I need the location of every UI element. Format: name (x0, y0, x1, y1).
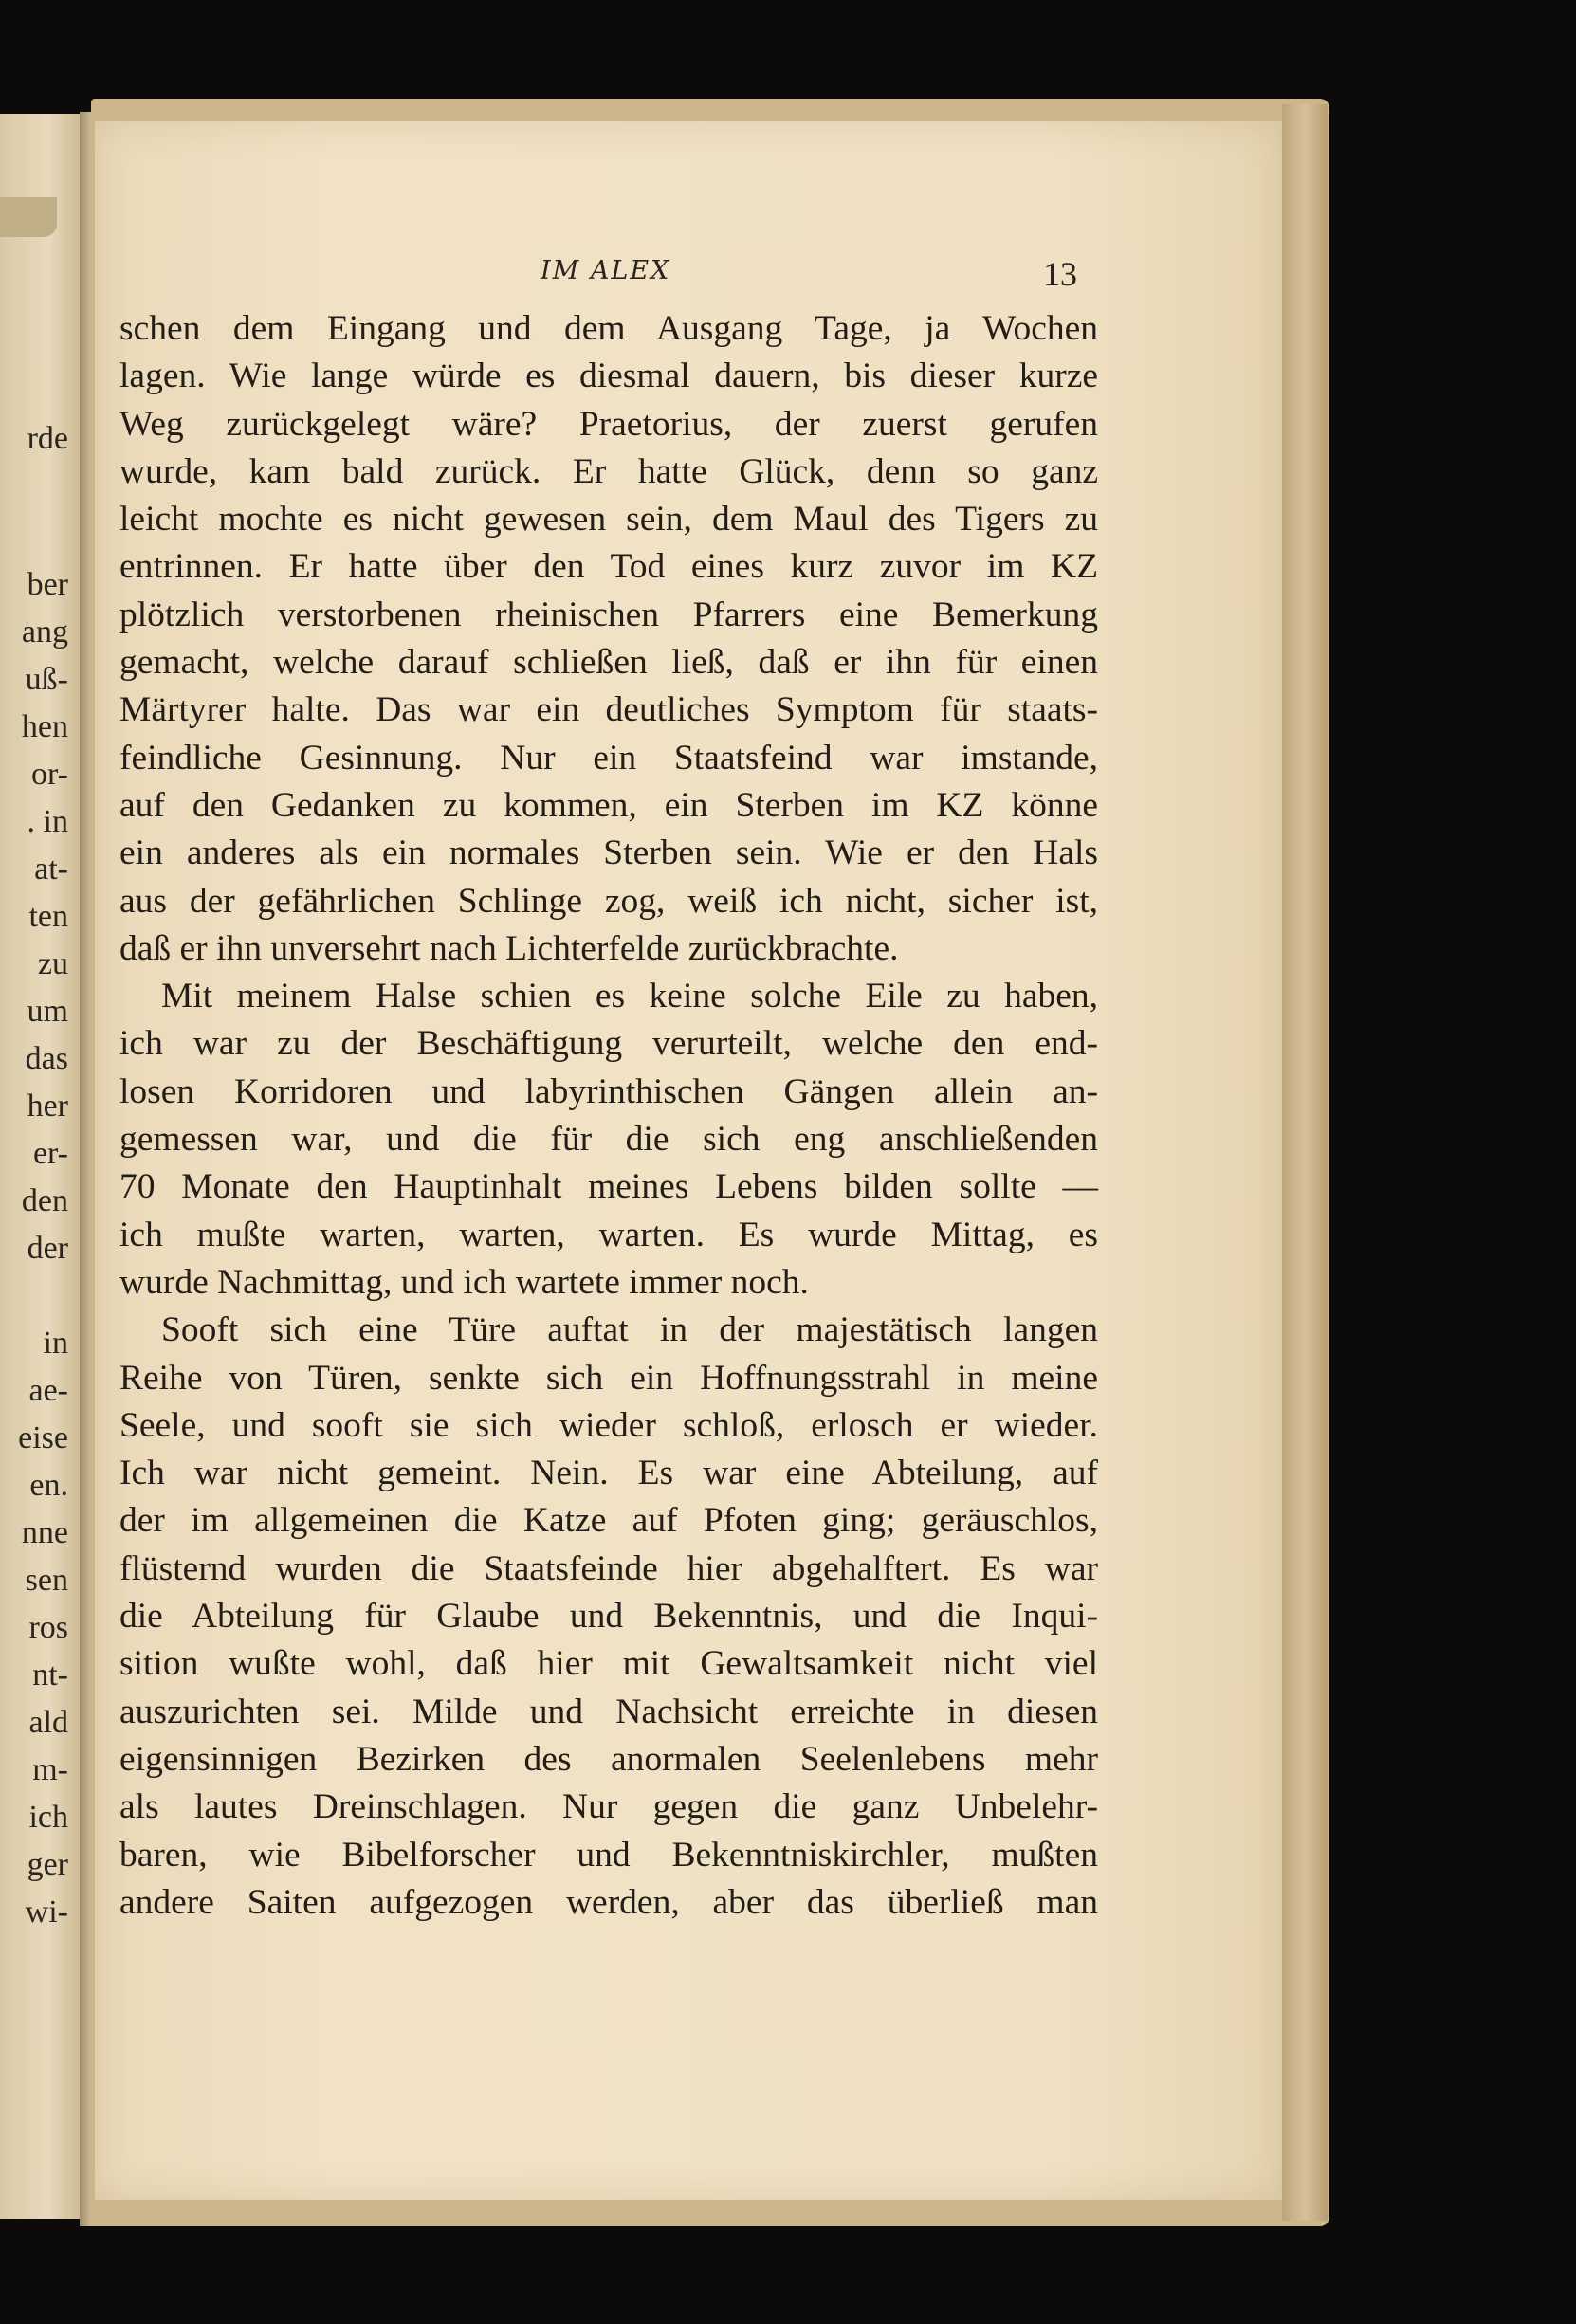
text-line: ich mußte warten, warten, warten. Es wurde Mittag, es (119, 1215, 1098, 1254)
previous-page-line-fragment: ger (27, 1847, 68, 1882)
previous-page-line-fragment: nne (21, 1515, 68, 1550)
text-line: leicht mochte es nicht gewesen sein, dem Maul des Tigers zu (119, 500, 1098, 540)
text-line: schen dem Eingang und dem Ausgang Tage, ja Wochen (119, 309, 1098, 348)
text-line: feindliche Gesinnung. Nur ein Staatsfeind war imstande, (119, 738, 1098, 778)
text-line: als lautes Dreinschlagen. Nur gegen die ganz Unbelehr- (119, 1787, 1098, 1827)
text-line: Ich war nicht gemeint. Nein. Es war eine Abteilung, auf (119, 1454, 1098, 1493)
text-line: baren, wie Bibelforscher und Bekenntniskirchler, mußten (119, 1835, 1098, 1875)
text-line: Märtyrer halte. Das war ein deutliches Symptom für staats- (119, 690, 1098, 730)
page-number: 13 (1043, 255, 1077, 293)
previous-page-line-fragment: ber (27, 567, 68, 602)
previous-page-line-fragment: ros (28, 1610, 68, 1645)
previous-page-line-fragment: or- (31, 757, 68, 792)
previous-page-line-fragment: uß- (25, 662, 68, 697)
text-line: Mit meinem Halse schien es keine solche Eile zu haben, (161, 977, 1098, 1016)
text-line: auf den Gedanken zu kommen, ein Sterben im KZ könne (119, 785, 1098, 825)
previous-page-line-fragment: . in (27, 804, 68, 839)
previous-page-line-fragment: ten (28, 899, 68, 934)
text-line: Sooft sich eine Türe auftat in der majestätisch langen (161, 1310, 1098, 1350)
previous-page-line-fragment: at- (34, 851, 68, 887)
text-line: auszurichten sei. Milde und Nachsicht erreichte in diesen (119, 1692, 1098, 1731)
previous-page-line-fragment: hen (21, 709, 68, 744)
previous-page-line-fragment: nt- (32, 1657, 68, 1693)
previous-page-line-fragment: ae- (28, 1373, 68, 1408)
text-line: sition wußte wohl, daß hier mit Gewaltsamkeit nicht viel (119, 1644, 1098, 1684)
text-line: andere Saiten aufgezogen werden, aber das überließ man (119, 1882, 1098, 1922)
previous-page-line-fragment: der (27, 1231, 68, 1266)
previous-page-line-fragment: eise (18, 1420, 68, 1455)
text-line: ich war zu der Beschäftigung verurteilt, welche den end- (119, 1024, 1098, 1064)
previous-page-line-fragment: ald (28, 1705, 68, 1740)
previous-page-line-fragment: ang (21, 614, 68, 650)
previous-page-line-fragment: zu (37, 946, 68, 981)
text-line: aus der gefährlichen Schlinge zog, weiß ich nicht, sicher ist, (119, 881, 1098, 921)
text-line: lagen. Wie lange würde es diesmal dauern, bis dieser kurze (119, 357, 1098, 396)
previous-page-line-fragment: rde (27, 421, 68, 456)
previous-page-line-fragment: wi- (25, 1894, 68, 1930)
previous-page-line-fragment: den (21, 1183, 68, 1218)
previous-page-line-fragment: in (43, 1326, 68, 1361)
running-head: IM ALEX (541, 256, 671, 285)
cover-right-edge (1282, 104, 1328, 2221)
text-line: 70 Monate den Hauptinhalt meines Lebens bilden sollte — (119, 1167, 1098, 1207)
body-text (119, 305, 1098, 1927)
cover-edge (0, 197, 57, 237)
previous-page-line-fragment: das (25, 1041, 68, 1076)
previous-page-line-fragment: en. (29, 1468, 68, 1503)
text-line: Reihe von Türen, senkte sich ein Hoffnungsstrahl in meine (119, 1358, 1098, 1398)
text-line: losen Korridoren und labyrinthischen Gängen allein an- (119, 1071, 1098, 1111)
text-line: die Abteilung für Glaube und Bekenntnis, und die Inqui- (119, 1597, 1098, 1637)
previous-page-line-fragment: her (27, 1089, 68, 1124)
text-line: wurde, kam bald zurück. Er hatte Glück, denn so ganz (119, 451, 1098, 491)
text-line: daß er ihn unversehrt nach Lichterfelde zurückbrachte. (119, 928, 899, 968)
text-line: entrinnen. Er hatte über den Tod eines kurz zuvor im KZ (119, 547, 1098, 587)
previous-page-fragment (0, 114, 82, 2219)
text-line: flüsternd wurden die Staatsfeinde hier abgehalftert. Es war (119, 1548, 1098, 1588)
previous-page-line-fragment: um (27, 994, 68, 1029)
previous-page-line-fragment: er- (32, 1136, 68, 1171)
text-line: plötzlich verstorbenen rheinischen Pfarrers eine Bemerkung (119, 595, 1098, 634)
text-line: Weg zurückgelegt wäre? Praetorius, der zuerst gerufen (119, 404, 1098, 444)
previous-page-line-fragment: m- (32, 1752, 68, 1787)
text-line: der im allgemeinen die Katze auf Pfoten ging; geräuschlos, (119, 1501, 1098, 1541)
text-line: wurde Nachmittag, und ich wartete immer noch. (119, 1262, 809, 1302)
text-line: Seele, und sooft sie sich wieder schloß, erlosch er wieder. (119, 1405, 1098, 1445)
text-line: eigensinnigen Bezirken des anormalen Seelenlebens mehr (119, 1739, 1098, 1779)
previous-page-line-fragment: ich (28, 1800, 68, 1835)
previous-page-line-fragment: sen (25, 1563, 68, 1598)
text-line: ein anderes als ein normales Sterben sein. Wie er den Hals (119, 833, 1098, 873)
text-line: gemacht, welche darauf schließen ließ, daß er ihn für einen (119, 643, 1098, 683)
text-line: gemessen war, und die für die sich eng anschließenden (119, 1120, 1098, 1160)
